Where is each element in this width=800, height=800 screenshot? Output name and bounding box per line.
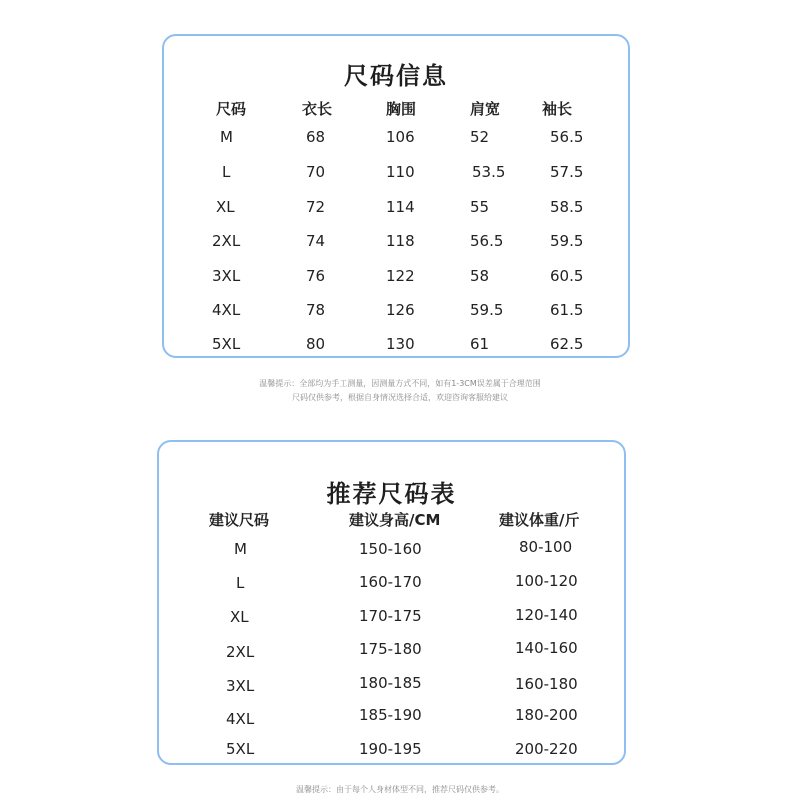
size-cell: 2XL [212, 232, 241, 250]
chest-cell: 118 [386, 232, 415, 250]
weight-cell: 80-100 [519, 538, 573, 556]
shoulder-cell: 61 [470, 335, 490, 353]
size-cell: 5XL [226, 740, 255, 758]
length-cell: 72 [306, 198, 326, 216]
chest-cell: 114 [386, 198, 415, 216]
height-cell: 170-175 [359, 607, 422, 625]
chest-cell: 130 [386, 335, 415, 353]
sleeve-cell: 62.5 [550, 335, 584, 353]
size-info-header-chest: 胸围 [386, 100, 417, 118]
weight-cell: 100-120 [515, 572, 578, 590]
size-cell: 3XL [226, 677, 255, 695]
height-cell: 185-190 [359, 706, 422, 724]
sleeve-cell: 59.5 [550, 232, 584, 250]
size-info-note-line1: 温馨提示：全部均为手工测量，因测量方式不同，如有1-3CM误差属于合理范围 [259, 379, 541, 388]
size-cell: 3XL [212, 267, 241, 285]
length-cell: 70 [306, 163, 326, 181]
length-cell: 68 [306, 128, 326, 146]
shoulder-cell: 55 [470, 198, 490, 216]
weight-cell: 120-140 [515, 606, 578, 624]
recommend-header-height: 建议身高/CM [349, 511, 441, 529]
size-cell: XL [216, 198, 235, 216]
weight-cell: 140-160 [515, 639, 578, 657]
size-info-title: 尺码信息 [344, 62, 448, 90]
length-cell: 80 [306, 335, 326, 353]
length-cell: 78 [306, 301, 326, 319]
recommend-title: 推荐尺码表 [326, 480, 457, 508]
size-info-header-size: 尺码 [216, 100, 247, 118]
chest-cell: 126 [386, 301, 415, 319]
shoulder-cell: 59.5 [470, 301, 504, 319]
size-info-note-line2: 尺码仅供参考，根据自身情况选择合适，欢迎咨询客服给建议 [292, 393, 508, 402]
size-cell: L [236, 574, 245, 592]
size-cell: 4XL [226, 710, 255, 728]
chest-cell: 106 [386, 128, 415, 146]
sleeve-cell: 58.5 [550, 198, 584, 216]
sleeve-cell: 56.5 [550, 128, 584, 146]
size-cell: XL [230, 608, 249, 626]
weight-cell: 160-180 [515, 675, 578, 693]
height-cell: 190-195 [359, 740, 422, 758]
recommend-header-size: 建议尺码 [209, 511, 270, 529]
size-cell: L [222, 163, 231, 181]
weight-cell: 180-200 [515, 706, 578, 724]
height-cell: 150-160 [359, 540, 422, 558]
weight-cell: 200-220 [515, 740, 578, 758]
recommend-header-weight: 建议体重/斤 [499, 511, 580, 529]
shoulder-cell: 52 [470, 128, 490, 146]
size-info-header-sleeve: 袖长 [542, 100, 573, 118]
length-cell: 74 [306, 232, 326, 250]
size-cell: M [234, 540, 247, 558]
size-cell: 4XL [212, 301, 241, 319]
size-info-card [162, 34, 630, 358]
length-cell: 76 [306, 267, 326, 285]
height-cell: 180-185 [359, 674, 422, 692]
height-cell: 175-180 [359, 640, 422, 658]
size-cell: 2XL [226, 643, 255, 661]
size-cell: 5XL [212, 335, 241, 353]
shoulder-cell: 56.5 [470, 232, 504, 250]
size-cell: M [220, 128, 233, 146]
sleeve-cell: 60.5 [550, 267, 584, 285]
recommend-note: 温馨提示：由于每个人身材体型不同，推荐尺码仅供参考。 [296, 785, 504, 794]
shoulder-cell: 58 [470, 267, 490, 285]
height-cell: 160-170 [359, 573, 422, 591]
shoulder-cell: 53.5 [472, 163, 506, 181]
sleeve-cell: 61.5 [550, 301, 584, 319]
chest-cell: 122 [386, 267, 415, 285]
sleeve-cell: 57.5 [550, 163, 584, 181]
chest-cell: 110 [386, 163, 415, 181]
recommend-size-card [157, 440, 626, 765]
size-info-header-length: 衣长 [302, 100, 333, 118]
size-info-header-shoulder: 肩宽 [470, 100, 501, 118]
